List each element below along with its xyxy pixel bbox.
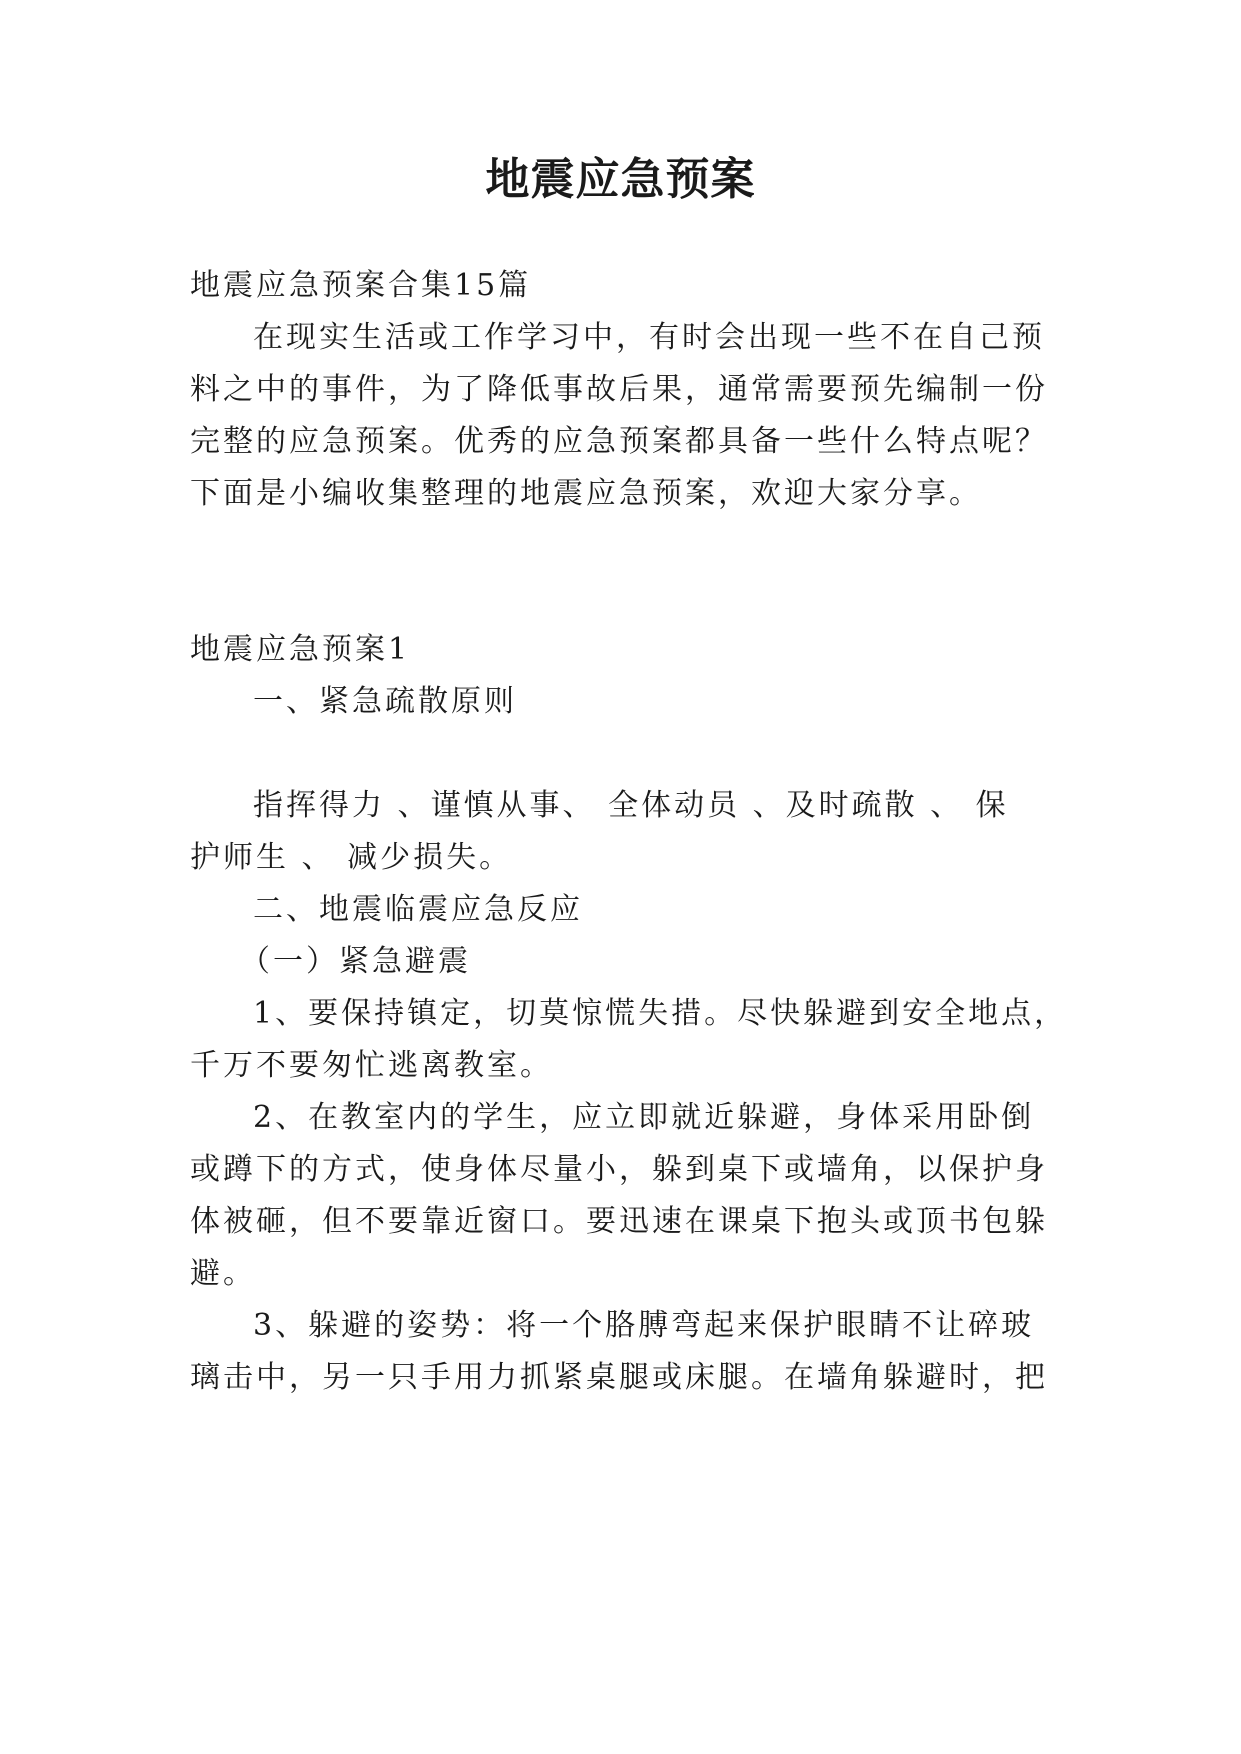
subheading-emergency-shelter: （一）紧急避震 [240, 944, 471, 979]
principles-line: 指挥得力 、谨慎从事、 全体动员 、及时疏散 、 保 [253, 788, 1009, 823]
item-3-line: 3、躲避的姿势：将一个胳膊弯起来保护眼睛不让碎玻 [253, 1308, 1035, 1343]
item-2-line: 2、在教室内的学生，应立即就近躲避，身体采用卧倒 [253, 1100, 1035, 1135]
item-2-line: 避。 [190, 1256, 256, 1291]
heading-emergency-response: 二、地震临震应急反应 [253, 892, 583, 927]
principles-line: 护师生 、 减少损失。 [190, 840, 513, 875]
intro-paragraph-line: 在现实生活或工作学习中，有时会出现一些不在自己预 [253, 320, 1045, 355]
item-3-line: 璃击中，另一只手用力抓紧桌腿或床腿。在墙角躲避时，把 [190, 1360, 1048, 1395]
document-title: 地震应急预案 [485, 154, 756, 205]
item-2-line: 体被砸，但不要靠近窗口。要迅速在课桌下抱头或顶书包躲 [190, 1204, 1048, 1239]
item-1-line: 1、要保持镇定，切莫惊慌失措。尽快躲避到安全地点， [253, 996, 1068, 1031]
item-2-line: 或蹲下的方式，使身体尽量小，躲到桌下或墙角，以保护身 [190, 1152, 1048, 1187]
item-1-line: 千万不要匆忙逃离教室。 [190, 1048, 553, 1083]
intro-paragraph-line: 下面是小编收集整理的地震应急预案，欢迎大家分享。 [190, 476, 982, 511]
collection-subtitle: 地震应急预案合集15篇 [190, 268, 532, 303]
section-heading: 地震应急预案1 [190, 632, 411, 667]
intro-paragraph-line: 料之中的事件，为了降低事故后果，通常需要预先编制一份 [190, 372, 1048, 407]
intro-paragraph-line: 完整的应急预案。优秀的应急预案都具备一些什么特点呢？ [190, 424, 1048, 459]
heading-evacuation-principles: 一、紧急疏散原则 [253, 684, 517, 719]
